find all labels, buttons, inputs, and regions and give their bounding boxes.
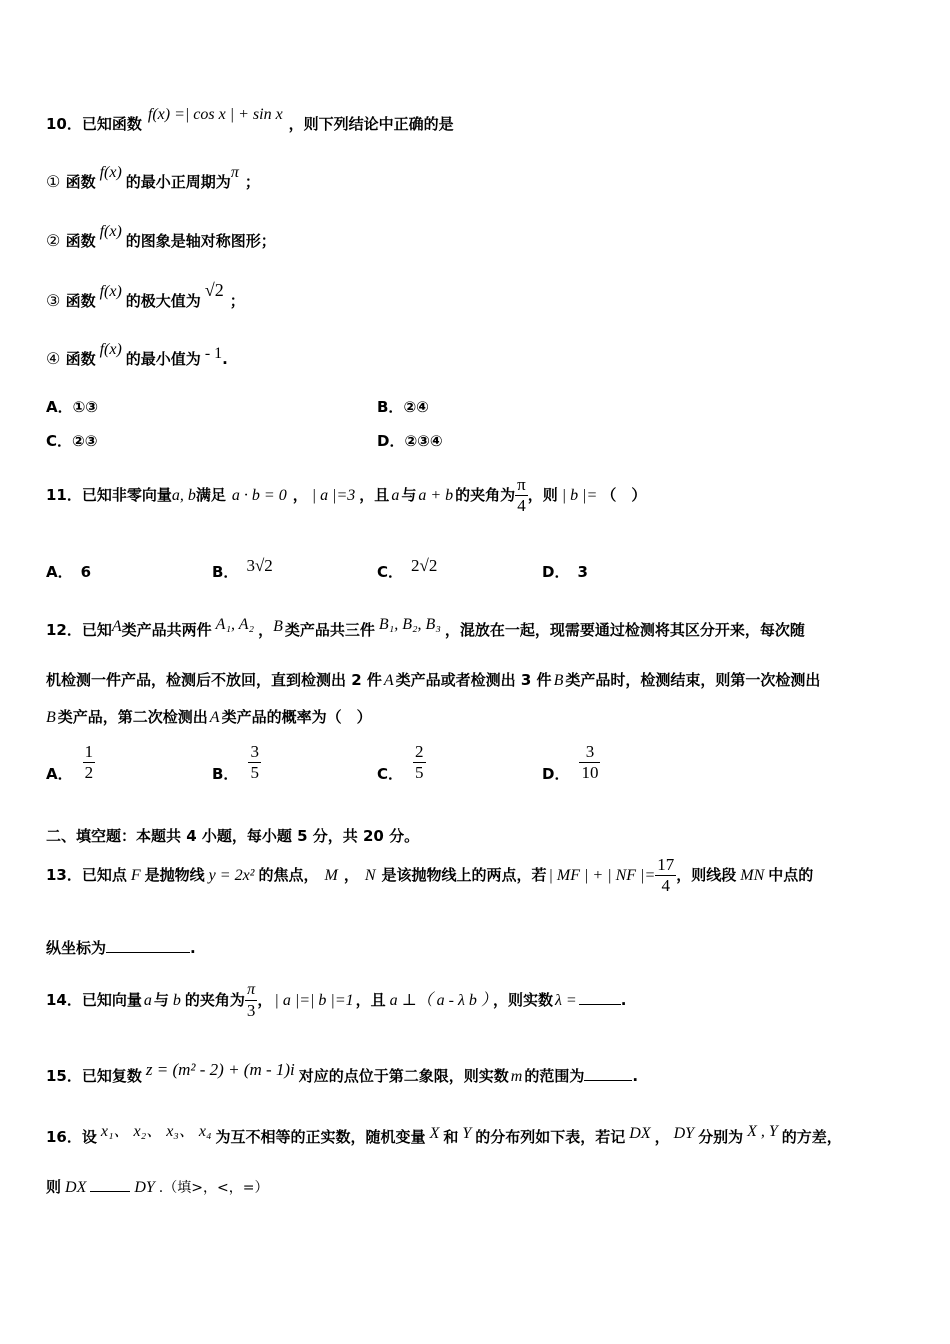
q11-stem: 11．已知非零向量a, b满足 a · b = 0 ， | a |=3 ，且 a 与 a + b 的夹角为 $\frac{\pi}{4}$ ，则 | b |= （ ） bbox=[46, 475, 647, 515]
a-plus-b: a + b bbox=[418, 487, 454, 504]
q10-statement-1 bbox=[46, 164, 260, 193]
statement-text: 的图象是轴对称图形； bbox=[125, 232, 276, 250]
q13-stem: 13．已知点 F 是抛物线 y = 2x² 的焦点， M ， N 是该抛物线上的两点，若 | MF | + | NF |= $\frac{17}{4}$ ，则线段 MN 中点的 bbox=[46, 855, 814, 895]
fraction: $\frac{1}{2}$ bbox=[84, 742, 94, 782]
statement-end: ； bbox=[244, 173, 260, 191]
statement-fx: f(x) bbox=[99, 164, 122, 181]
q12-option-c[interactable]: C． $\frac{2}{5}$ bbox=[377, 742, 424, 783]
q11-option-c[interactable]: C． 2√2 bbox=[377, 556, 438, 581]
angle-pi-over-4: $\frac{\pi}{4}$ bbox=[517, 475, 526, 515]
q12-line-3: B 类产品，第二次检测出 A 类产品的概率为（ ） bbox=[46, 708, 372, 726]
q10-label: 10．已知函数 bbox=[46, 115, 142, 133]
statement-fx: f(x) bbox=[99, 283, 122, 300]
q15-stem: 15．已知复数 z = (m² - 2) + (m - 1)i 对应的点位于第二象限，则实数 m 的范围为 . bbox=[46, 1060, 639, 1085]
q12-line-2: 机检测一件产品，检测后不放回，直到检测出 2 件 A 类产品或者检测出 3 件 B 类产品时，检测结束，则第一次检测出 bbox=[46, 671, 821, 689]
dot-product-condition: a · b = 0 bbox=[231, 487, 287, 504]
statement-mark: ④ bbox=[46, 351, 61, 368]
focal-sum-condition: | MF | + | NF |= bbox=[548, 867, 656, 884]
unit-norm-condition: | a |=| b |=1 bbox=[274, 992, 354, 1009]
q16-line-2: 则 DX DY .（填>，<，=） bbox=[46, 1178, 269, 1196]
statement-mark: ① bbox=[46, 174, 61, 191]
q11-option-b[interactable]: B． 3√2 bbox=[212, 556, 273, 581]
fraction: $\frac{3}{5}$ bbox=[250, 742, 259, 782]
angle-pi-over-3: $\frac{\pi}{3}$ bbox=[246, 981, 256, 1020]
abs-a: | a |=3 bbox=[311, 487, 356, 504]
q10-statement-3 bbox=[46, 280, 245, 312]
b-products-set: B₁, B₂, B₃ bbox=[378, 616, 441, 633]
q12-option-a[interactable]: A． $\frac{1}{2}$ bbox=[46, 742, 94, 783]
q12-line-1: 12．已知A类产品共两件 A₁, A₂ ，B 类产品共三件 B₁, B₂, B₃ ，混放在一起，现需要通过检测将其区分开来，每次随 bbox=[46, 616, 805, 639]
a-products-set: A₁, A₂ bbox=[215, 616, 255, 633]
complex-number: z = (m² - 2) + (m - 1)i bbox=[145, 1060, 295, 1079]
parabola-equation: y = 2x² bbox=[208, 867, 255, 884]
fraction-17-4: $\frac{17}{4}$ bbox=[657, 855, 675, 895]
q10-option-c[interactable]: C．②③ bbox=[46, 432, 98, 450]
statement-end: . bbox=[222, 350, 228, 368]
q10-option-a[interactable]: A．①③ bbox=[46, 398, 99, 416]
q10-option-b[interactable]: B．②④ bbox=[377, 398, 429, 416]
statement-prefix: 函数 bbox=[65, 173, 96, 191]
q12-option-d[interactable]: D． $\frac{3}{10}$ bbox=[542, 742, 599, 783]
answer-blank[interactable] bbox=[106, 952, 190, 953]
statement-fx: f(x) bbox=[99, 223, 122, 240]
q11-option-d[interactable]: D． 3 bbox=[542, 563, 588, 581]
x-values: x₁、 x₂、 x₃、 x₄ bbox=[100, 1123, 212, 1140]
comparison-blank[interactable] bbox=[90, 1191, 130, 1192]
statement-value: √2 bbox=[204, 280, 224, 300]
fraction: $\frac{3}{10}$ bbox=[581, 742, 599, 782]
q13-line-2: 纵坐标为 . bbox=[46, 939, 196, 957]
q12-option-b[interactable]: B． $\frac{3}{5}$ bbox=[212, 742, 259, 783]
q10-stem bbox=[46, 106, 454, 135]
statement-mark: ③ bbox=[46, 293, 61, 310]
q10-question: ，则下列结论中正确的是 bbox=[288, 115, 454, 133]
statement-value: π bbox=[230, 164, 239, 181]
statement-text: 的最小值为 bbox=[125, 350, 201, 368]
abs-b: | b |= bbox=[561, 487, 598, 504]
perpendicular-condition: a ⊥（ a - λ b ） bbox=[389, 992, 489, 1009]
statement-value: - 1 bbox=[204, 345, 223, 362]
statement-text: 的极大值为 bbox=[125, 292, 201, 310]
statement-end: ； bbox=[229, 292, 245, 310]
q11-option-a[interactable]: A． 6 bbox=[46, 563, 92, 581]
statement-fx: f(x) bbox=[99, 341, 122, 358]
statement-text: 的最小正周期为 bbox=[125, 173, 231, 191]
statement-prefix: 函数 bbox=[65, 350, 96, 368]
vectors-ab: a, b bbox=[171, 487, 196, 504]
answer-blank[interactable] bbox=[584, 1080, 632, 1081]
fraction: $\frac{2}{5}$ bbox=[415, 742, 424, 782]
statement-prefix: 函数 bbox=[65, 292, 96, 310]
q10-statement-2 bbox=[46, 223, 276, 252]
q16-stem: 16．设 x₁、 x₂、 x₃、 x₄ 为互不相等的正实数，随机变量 X 和 Y 的分布列如下表，若记 DX ， DY 分别为 X , Y 的方差， bbox=[46, 1123, 842, 1146]
statement-mark: ② bbox=[46, 233, 61, 250]
answer-blank[interactable] bbox=[579, 1004, 621, 1005]
q10-function: f(x) =| cos x | + sin x bbox=[147, 106, 283, 123]
statement-prefix: 函数 bbox=[65, 232, 96, 250]
q10-option-d[interactable]: D．②③④ bbox=[377, 432, 443, 450]
q14-stem: 14．已知向量 a 与 b 的夹角为 $\frac{\pi}{3}$ ， | a |=| b |=1 ，且 a ⊥（ a - λ b ） ，则实数 λ = . bbox=[46, 981, 627, 1020]
q10-statement-4 bbox=[46, 341, 228, 370]
section-fill-in-heading: 二、填空题：本题共 4 小题，每小题 5 分，共 20 分。 bbox=[46, 827, 420, 845]
